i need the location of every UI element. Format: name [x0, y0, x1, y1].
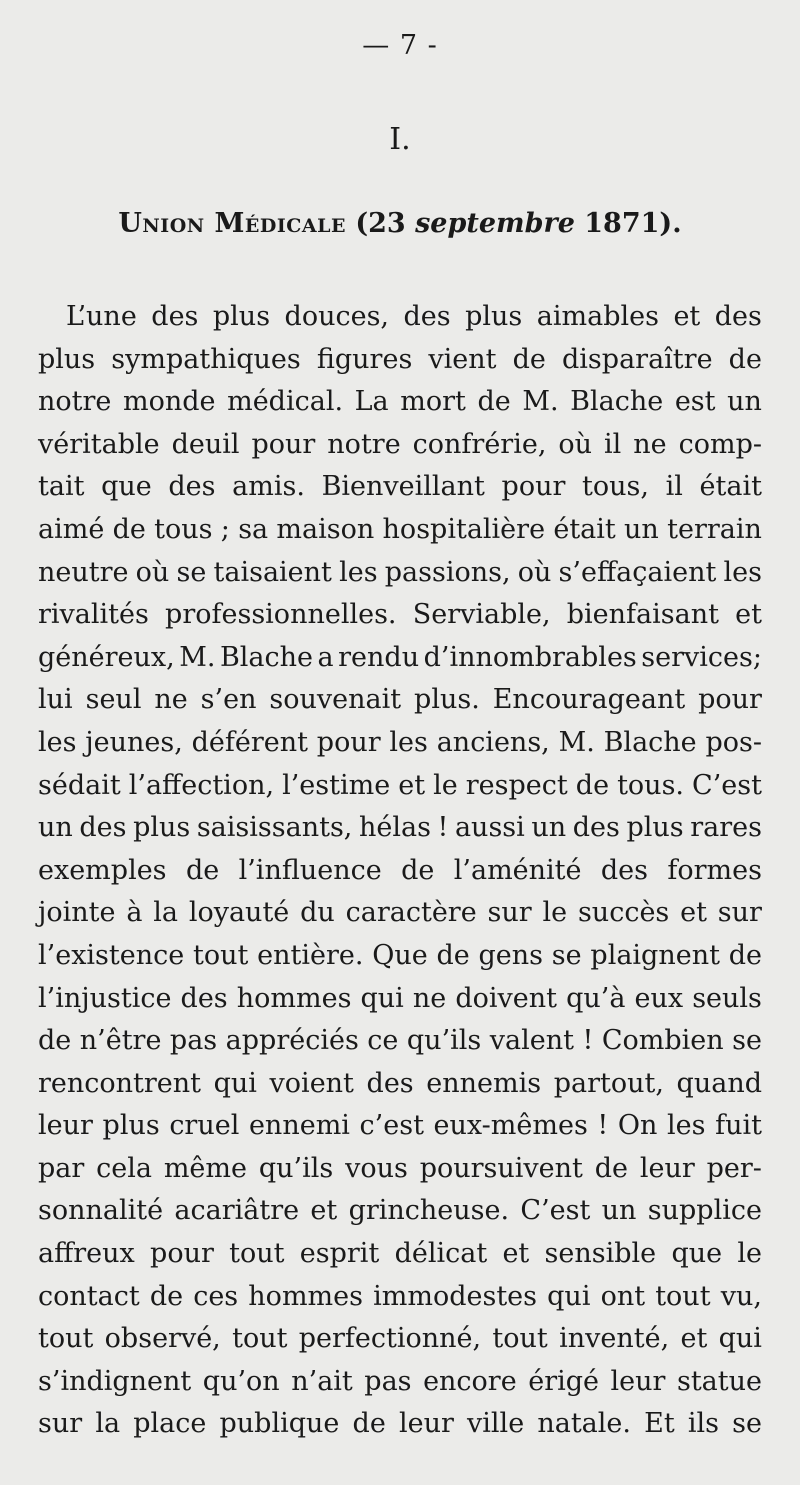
- word: aussi: [454, 812, 525, 844]
- word: valent: [489, 1025, 574, 1057]
- word: les: [723, 556, 762, 588]
- word: douces,: [284, 301, 390, 332]
- word: aimables: [536, 301, 659, 332]
- word: per-: [706, 1152, 762, 1184]
- word: un: [624, 513, 659, 545]
- word: pour: [698, 684, 762, 716]
- word: publique: [219, 1408, 340, 1440]
- text-line: [38, 935, 762, 978]
- word: de: [38, 1025, 72, 1057]
- word: ville: [467, 1408, 525, 1440]
- word: qui: [718, 1323, 762, 1355]
- word: à: [126, 897, 143, 929]
- word: l’estime: [282, 769, 391, 801]
- word: pas: [169, 1025, 218, 1057]
- word: des: [79, 812, 127, 844]
- word: des: [180, 982, 228, 1014]
- word: cela: [96, 1152, 152, 1184]
- word: des: [168, 471, 216, 503]
- word: Encourageant: [492, 684, 686, 716]
- word: statue: [676, 1365, 762, 1397]
- text-line: [38, 1020, 762, 1063]
- word: sur: [717, 897, 762, 929]
- word: la: [153, 897, 178, 929]
- word: l’affection,: [128, 769, 275, 801]
- word: maison: [276, 513, 375, 545]
- word: grincheuse.: [348, 1195, 510, 1227]
- word: immodestes: [373, 1280, 538, 1312]
- text-line: [38, 1361, 762, 1404]
- word: leur: [610, 1365, 666, 1397]
- word: qu’à: [566, 982, 626, 1014]
- word: un: [531, 812, 567, 844]
- word: de: [477, 386, 511, 418]
- word: ils: [687, 1408, 719, 1440]
- word: leur: [639, 1152, 695, 1184]
- word: se: [732, 1025, 762, 1057]
- word: il: [665, 471, 683, 503]
- word: loyauté: [188, 897, 290, 929]
- word: figures: [316, 343, 413, 375]
- word: taisaient: [213, 556, 332, 588]
- word: pos-: [705, 726, 762, 758]
- word: saisissants,: [196, 812, 353, 844]
- word: et: [680, 1323, 708, 1355]
- word: notre: [38, 386, 112, 418]
- body-paragraph: [38, 296, 762, 1446]
- word: amis.: [232, 471, 305, 503]
- word: Serviable,: [412, 599, 551, 631]
- word: mort: [400, 386, 466, 418]
- word: exemples: [38, 854, 167, 886]
- word: !: [582, 1025, 594, 1057]
- word: L’une: [66, 301, 137, 332]
- word: tout: [655, 1280, 711, 1312]
- word: supplice: [647, 1195, 762, 1227]
- word: rencontrent: [38, 1067, 202, 1099]
- word: le: [542, 897, 568, 929]
- word: c’est: [359, 1110, 424, 1142]
- word: notre: [327, 428, 401, 460]
- word: plus: [38, 343, 96, 375]
- word: Blache: [570, 386, 664, 418]
- word: les: [667, 1110, 706, 1142]
- word: comp-: [678, 428, 762, 460]
- word: était: [699, 471, 762, 503]
- word: M.: [179, 641, 216, 673]
- word: pour: [316, 726, 381, 758]
- word: bienfaisant: [566, 599, 719, 631]
- word: seuls: [692, 982, 762, 1014]
- text-line: [38, 807, 762, 850]
- word: pour: [501, 471, 566, 503]
- word: tous.: [617, 769, 685, 801]
- word: médical.: [227, 386, 344, 418]
- word: qu’ils: [258, 1152, 334, 1184]
- text-line: [38, 892, 762, 935]
- word: même: [163, 1152, 247, 1184]
- word: Combien: [601, 1025, 724, 1057]
- word: où: [517, 556, 552, 588]
- word: C’est: [692, 769, 762, 801]
- word: Blache: [219, 641, 314, 673]
- word: du: [300, 897, 335, 929]
- word: aimé: [38, 513, 105, 545]
- word: plus: [626, 812, 684, 844]
- word: Blache: [603, 726, 697, 758]
- word: des: [572, 812, 620, 844]
- word: qu’on: [202, 1365, 280, 1397]
- word: !: [437, 812, 449, 844]
- word: où: [135, 556, 170, 588]
- word: l’existence: [38, 939, 185, 971]
- word: plus.: [414, 684, 480, 716]
- word: M.: [522, 386, 559, 418]
- word: M.: [558, 726, 595, 758]
- word: et: [735, 599, 762, 631]
- word: hélas: [358, 812, 431, 844]
- word: poursuivent: [419, 1152, 583, 1184]
- word: C’est: [520, 1195, 591, 1227]
- date-close: 1871).: [574, 208, 682, 239]
- word: et: [673, 301, 701, 332]
- word: terrain: [667, 513, 762, 545]
- text-line: [38, 1105, 762, 1148]
- word: a: [317, 641, 334, 673]
- word: On: [617, 1110, 658, 1142]
- word: sa: [238, 513, 269, 545]
- word: ;: [220, 513, 230, 545]
- word: hommes: [248, 1280, 363, 1312]
- word: sensible: [544, 1238, 657, 1270]
- word: plus: [212, 301, 271, 332]
- word: seul: [85, 684, 142, 716]
- text-line: [38, 1276, 762, 1319]
- word: le: [737, 1238, 762, 1270]
- journal-name: Union Médicale: [118, 208, 346, 239]
- word: gens: [478, 939, 544, 971]
- word: deuil: [171, 428, 240, 460]
- section-title: [0, 208, 800, 239]
- text-line: [38, 679, 762, 722]
- word: et: [502, 1238, 530, 1270]
- date-open: (23: [345, 208, 416, 239]
- word: ne: [154, 684, 188, 716]
- word: tait: [38, 471, 85, 503]
- word: quand: [676, 1067, 762, 1099]
- word: disparaître: [562, 343, 713, 375]
- word: qui: [547, 1280, 591, 1312]
- word: passions,: [384, 556, 511, 588]
- word: doivent: [455, 982, 557, 1014]
- word: de: [112, 513, 146, 545]
- text-line: [38, 466, 762, 509]
- word: jeunes,: [85, 726, 183, 758]
- word: l’influence: [238, 854, 382, 886]
- word: vu,: [720, 1280, 762, 1312]
- word: ennemi: [248, 1110, 350, 1142]
- word: rares: [690, 812, 762, 844]
- word: tout: [232, 1323, 288, 1355]
- word: appréciés: [225, 1025, 359, 1057]
- word: un: [727, 386, 762, 418]
- word: sonnalité: [38, 1195, 164, 1227]
- word: se: [176, 556, 207, 588]
- word: partout,: [553, 1067, 664, 1099]
- page-number: — 7 -: [362, 30, 438, 61]
- word: services;: [641, 641, 762, 673]
- word: qu’ils: [406, 1025, 482, 1057]
- text-line: [38, 850, 762, 893]
- word: encore: [423, 1365, 517, 1397]
- word: tout: [38, 1323, 94, 1355]
- word: fuit: [715, 1110, 762, 1142]
- word: affreux: [38, 1238, 135, 1270]
- word: de: [436, 939, 470, 971]
- word: cruel: [169, 1110, 240, 1142]
- word: tout: [229, 1238, 285, 1270]
- word: les: [389, 726, 428, 758]
- word: Et: [644, 1408, 675, 1440]
- word: de: [728, 939, 762, 971]
- word: vient: [428, 343, 497, 375]
- word: est: [674, 386, 716, 418]
- word: respect: [465, 769, 568, 801]
- section-number: I.: [389, 122, 411, 157]
- word: ont: [600, 1280, 646, 1312]
- word: La: [354, 386, 389, 418]
- word: pas: [364, 1365, 412, 1397]
- word: observé,: [104, 1323, 221, 1355]
- word: qui: [213, 1067, 257, 1099]
- word: contact: [38, 1280, 140, 1312]
- word: !: [597, 1110, 609, 1142]
- word: les: [38, 726, 77, 758]
- word: la: [95, 1408, 121, 1440]
- word: généreux,: [38, 641, 175, 673]
- word: s’indignent: [38, 1365, 192, 1397]
- word: Que: [372, 939, 428, 971]
- word: était: [553, 513, 616, 545]
- word: et: [310, 1195, 338, 1227]
- text-line: [38, 339, 762, 382]
- word: des: [714, 301, 762, 332]
- text-line: [38, 594, 762, 637]
- text-line: [38, 1233, 762, 1276]
- date-month: septembre: [415, 208, 575, 239]
- text-line: [38, 1403, 762, 1446]
- word: se: [732, 1408, 762, 1440]
- word: rendu: [338, 641, 420, 673]
- word: où: [558, 428, 593, 460]
- word: s’en: [200, 684, 257, 716]
- word: anciens,: [436, 726, 550, 758]
- word: vous: [345, 1152, 408, 1184]
- text-line: [38, 552, 762, 595]
- word: neutre: [38, 556, 129, 588]
- word: des: [151, 301, 199, 332]
- word: caractère: [345, 897, 477, 929]
- word: de: [512, 343, 546, 375]
- word: tous: [154, 513, 213, 545]
- word: déférent: [191, 726, 308, 758]
- word: érigé: [528, 1365, 600, 1397]
- word: entière.: [257, 939, 364, 971]
- word: ce: [367, 1025, 399, 1057]
- word: des: [403, 301, 451, 332]
- word: s’effaçaient: [558, 556, 717, 588]
- word: inventé,: [559, 1323, 670, 1355]
- word: de: [728, 343, 762, 375]
- word: acariâtre: [174, 1195, 300, 1227]
- word: de: [594, 1152, 628, 1184]
- word: plaignent: [590, 939, 720, 971]
- word: que: [671, 1238, 723, 1270]
- word: pour: [150, 1238, 214, 1270]
- word: professionnelles.: [165, 599, 397, 631]
- word: eux-mêmes: [433, 1110, 588, 1142]
- text-line: [38, 1063, 762, 1106]
- text-line: [38, 381, 762, 424]
- word: tous,: [582, 471, 649, 503]
- word: n’ait: [291, 1365, 353, 1397]
- word: les: [339, 556, 378, 588]
- word: natale.: [537, 1408, 631, 1440]
- word: leur: [38, 1110, 93, 1142]
- text-line: [38, 509, 762, 552]
- word: des: [600, 854, 649, 886]
- word: sympathiques: [111, 343, 301, 375]
- word: ennemis: [426, 1067, 542, 1099]
- word: il: [604, 428, 622, 460]
- word: succès: [577, 897, 670, 929]
- word: place: [133, 1408, 207, 1440]
- text-line: [38, 637, 762, 680]
- word: de: [185, 854, 220, 886]
- word: leur: [398, 1408, 454, 1440]
- word: voient: [269, 1067, 354, 1099]
- word: le: [433, 769, 458, 801]
- word: tout: [492, 1323, 548, 1355]
- word: se: [551, 939, 582, 971]
- text-line: [38, 296, 762, 339]
- word: formes: [667, 854, 762, 886]
- word: délicat: [394, 1238, 488, 1270]
- word: monde: [122, 386, 216, 418]
- word: et: [398, 769, 426, 801]
- text-line: [38, 765, 762, 808]
- text-line: [38, 424, 762, 467]
- word: eux: [634, 982, 684, 1014]
- word: lui: [38, 684, 73, 716]
- word: qui: [360, 982, 404, 1014]
- word: sur: [487, 897, 532, 929]
- word: de: [575, 769, 610, 801]
- text-line: [38, 978, 762, 1021]
- word: hommes: [236, 982, 352, 1014]
- word: jointe: [38, 897, 116, 929]
- text-line: [38, 1148, 762, 1191]
- word: d’innombrables: [423, 641, 637, 673]
- word: de: [401, 854, 435, 886]
- word: que: [101, 471, 152, 503]
- word: ne: [412, 982, 447, 1014]
- word: perfectionné,: [298, 1323, 482, 1355]
- word: plus: [102, 1110, 160, 1142]
- word: par: [38, 1152, 85, 1184]
- word: l’injustice: [38, 982, 172, 1014]
- word: de: [352, 1408, 386, 1440]
- word: plus: [133, 812, 191, 844]
- word: de: [149, 1280, 184, 1312]
- word: des: [366, 1067, 414, 1099]
- word: un: [601, 1195, 637, 1227]
- text-line: [38, 1190, 762, 1233]
- word: véritable: [38, 428, 160, 460]
- word: ces: [193, 1280, 239, 1312]
- word: pour: [251, 428, 316, 460]
- word: tout: [193, 939, 249, 971]
- word: Bienveillant: [321, 471, 485, 503]
- word: un: [38, 812, 73, 844]
- word: et: [680, 897, 707, 929]
- word: souvenait: [269, 684, 402, 716]
- word: plus: [465, 301, 523, 332]
- word: sur: [38, 1408, 83, 1440]
- word: ne: [633, 428, 667, 460]
- word: n’être: [79, 1025, 162, 1057]
- text-line: [38, 1318, 762, 1361]
- word: confrérie,: [412, 428, 547, 460]
- word: esprit: [299, 1238, 380, 1270]
- word: sédait: [38, 769, 121, 801]
- text-line: [38, 722, 762, 765]
- word: l’aménité: [453, 854, 582, 886]
- word: rivalités: [38, 599, 149, 631]
- word: hospitalière: [382, 513, 546, 545]
